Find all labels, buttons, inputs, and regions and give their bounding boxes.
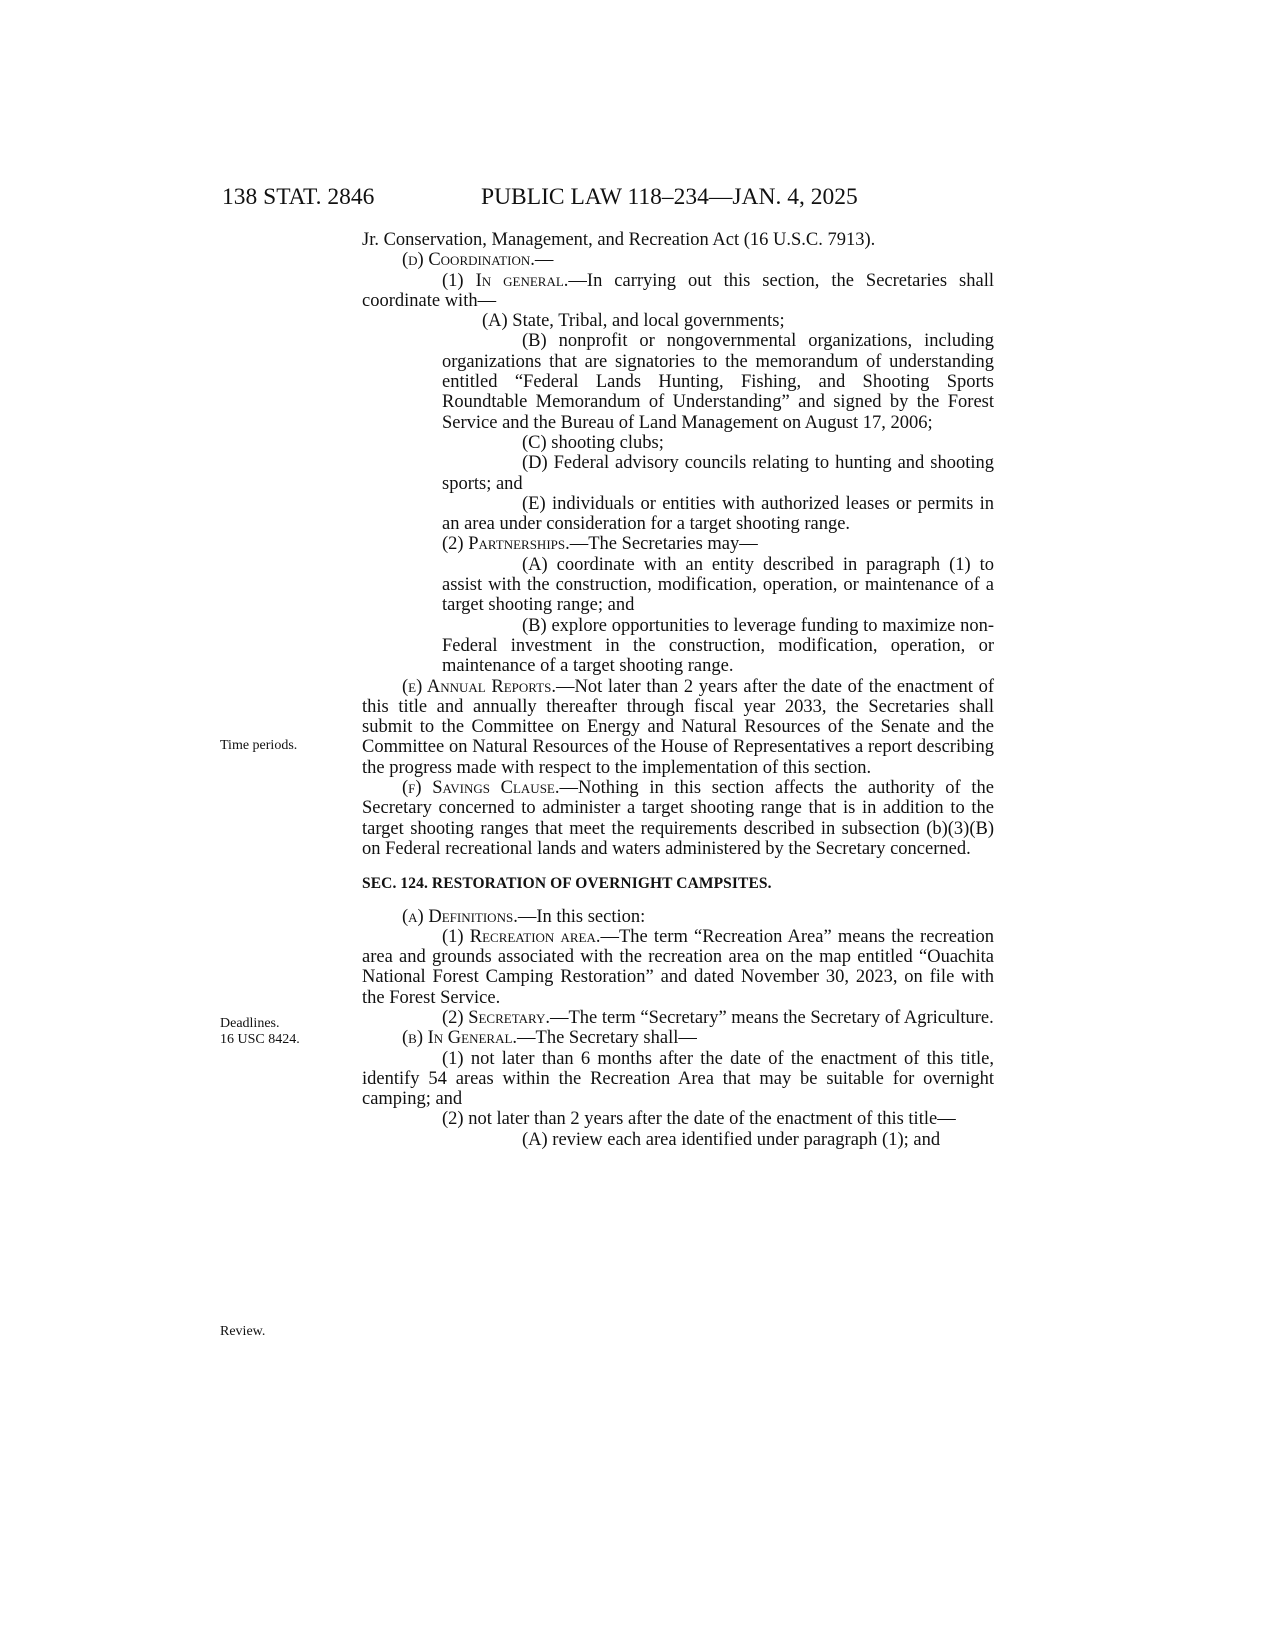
subsection-e-heading: (e) Annual Reports. <box>402 676 556 697</box>
paragraph-a1 <box>362 927 994 1008</box>
paragraph-a2-text: —The term “Secretary” means the Secretary of Agriculture. <box>549 1007 994 1028</box>
paragraph-a2-heading: (2) Secretary. <box>442 1007 550 1028</box>
margin-note-review: Review. <box>220 1324 266 1339</box>
subsection-e <box>362 677 994 778</box>
subsection-f-heading: (f) Savings Clause. <box>402 778 560 799</box>
subsection-e-text: —Not later than 2 years after the date of the enactment of this title and annually thereafter through fiscal year 2033, the Secretaries shall submit to the Committee on Energy and Natural Resources of the Senate and the Committee on Natural Resources of the House of Representatives a report describing the progress made with respect to the implementation of this section. <box>362 676 994 778</box>
statute-page-number: 138 STAT. 2846 <box>222 184 375 210</box>
subsection-b <box>362 1028 994 1048</box>
clause-d1B: (B) nonprofit or nongovernmental organizations, including organizations that are signatories to the memorandum of understanding entitled “Federal Lands Hunting, Fishing, and Shooting Sports Roundtable Memorandum of Understanding” and signed by the Forest Service and the Bureau of Land Management on August 17, 2006; <box>442 331 994 433</box>
clause-d1A: (A) State, Tribal, and local governments; <box>482 311 785 332</box>
paragraph-a1-heading: (1) Recreation area. <box>442 926 601 947</box>
paragraph-a1-text: —The term “Recreation Area” means the recreation area and grounds associated with the recreation area on the map entitled “Ouachita National Forest Camping Restoration” and dated November 30, 2023, on file with the Forest Service. <box>362 926 994 1008</box>
public-law-title: PUBLIC LAW 118–234—JAN. 4, 2025 <box>481 184 858 210</box>
subsection-f-text: —Nothing in this section affects the authority of the Secretary concerned to administer a target shooting range that is in addition to the target shooting ranges that meet the requirements described in subsection (b)(3)(B) on Federal recreational lands and waters administered by the Secretary concerned. <box>362 778 994 859</box>
margin-note-usc: 16 USC 8424. <box>220 1032 300 1047</box>
paragraph-continuation: Jr. Conservation, Management, and Recreation Act (16 U.S.C. 7913). <box>362 230 876 250</box>
clause-d1D: (D) Federal advisory councils relating to hunting and shooting sports; and <box>442 453 994 494</box>
paragraph-d1-heading: (1) In general. <box>442 270 569 291</box>
paragraph-d2-heading: (2) Partnerships. <box>442 534 570 555</box>
paragraph-a2 <box>362 1008 994 1028</box>
paragraph-b1: (1) not later than 6 months after the date of the enactment of this title, identify 54 areas within the Recreation Area that may be suitable for overnight camping; and <box>362 1048 994 1110</box>
subsection-b-text: —The Secretary shall— <box>517 1028 697 1049</box>
clause-b2A: (A) review each area identified under paragraph (1); and <box>522 1129 941 1150</box>
subsection-d-heading <box>362 250 994 270</box>
clause-d1E: (E) individuals or entities with authorized leases or permits in an area under consideration for a target shooting range. <box>442 493 994 535</box>
clause-d2A: (A) coordinate with an entity described in paragraph (1) to assist with the construction, modification, operation, or maintenance of a target shooting range; and <box>442 554 994 616</box>
subsection-a-heading: (a) Definitions. <box>402 906 518 927</box>
clause-d2B: (B) explore opportunities to leverage funding to maximize non-Federal investment in the construction, modification, operation, or maintenance of a target shooting range. <box>442 615 994 677</box>
paragraph-d1-text: —In carrying out this section, the Secretaries shall coordinate with— <box>362 270 994 311</box>
page-header <box>0 184 1275 214</box>
subsection-a <box>362 907 994 927</box>
margin-note-deadlines: Deadlines. <box>220 1016 280 1031</box>
paragraph-b2: (2) not later than 2 years after the date of the enactment of this title— <box>442 1109 956 1130</box>
paragraph-d2-text: —The Secretaries may— <box>569 534 758 555</box>
body-text <box>362 230 994 1150</box>
section-124-heading: SEC. 124. RESTORATION OF OVERNIGHT CAMPSITES. <box>362 875 772 893</box>
subsection-a-text: —In this section: <box>517 906 646 927</box>
paragraph-d2 <box>362 534 994 554</box>
margin-note-time-periods: Time periods. <box>220 738 298 753</box>
subsection-d-heading-text: (d) Coordination.— <box>402 250 554 271</box>
clause-d1C: (C) shooting clubs; <box>522 432 664 453</box>
paragraph-d1 <box>362 271 994 312</box>
subsection-f <box>362 778 994 859</box>
subsection-b-heading: (b) In General. <box>402 1028 518 1049</box>
